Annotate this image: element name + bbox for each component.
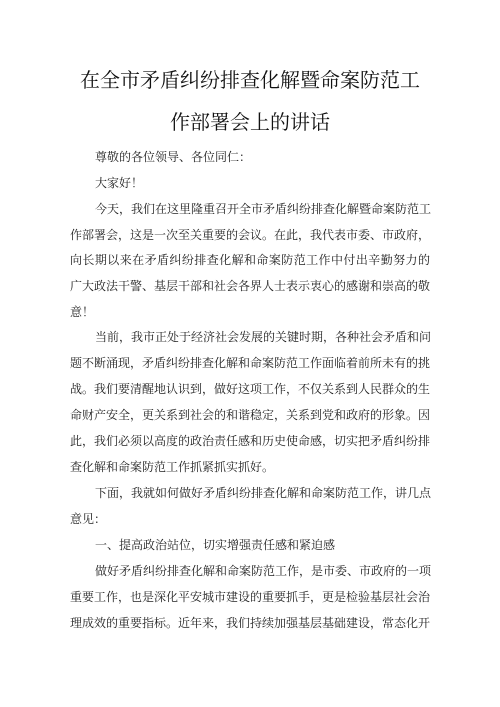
paragraph-2-line: 查化解和命案防范工作抓紧抓实抓好。 <box>70 460 275 474</box>
paragraph-4-line: 理成效的重要指标。近年来，我们持续加强基层基础建设，常态化开 <box>70 616 431 630</box>
paragraph-4-line: 重要工作，也是深化平安城市建设的重要抓手，更是检验基层社会治 <box>70 590 431 604</box>
paragraph-3-line: 意见： <box>70 512 107 526</box>
paragraph-1-line: 广大政法干警、基层干部和社会各界人士表示衷心的感谢和崇高的敬 <box>70 279 431 293</box>
greeting: 大家好！ <box>95 176 144 190</box>
paragraph-1-line: 作部署会，这是一次至关重要的会议。在此，我代表市委、市政府， <box>70 228 431 242</box>
paragraph-2-line: 此，我们必须以高度的政治责任感和历史使命感，切实把矛盾纠纷排 <box>70 434 431 448</box>
paragraph-1-line: 意！ <box>70 305 95 319</box>
salutation: 尊敬的各位领导、各位同仁： <box>95 150 252 164</box>
paragraph-2-line: 题不断涌现，矛盾纠纷排查化解和命案防范工作面临着前所未有的挑 <box>70 356 431 370</box>
paragraph-4-line: 做好矛盾纠纷排查化解和命案防范工作，是市委、市政府的一项 <box>95 564 432 578</box>
document-title-line-2: 作部署会上的讲话 <box>170 110 330 134</box>
paragraph-2-line: 命财产安全，更关系到社会的和谐稳定，关系到党和政府的形象。因 <box>70 408 431 422</box>
paragraph-2-line: 当前，我市正处于经济社会发展的关键时期，各种社会矛盾和问 <box>95 330 432 344</box>
paragraph-3-line: 下面，我就如何做好矛盾纠纷排查化解和命案防范工作，讲几点 <box>95 486 432 500</box>
document-title-line-1: 在全市矛盾纠纷排查化解暨命案防范工 <box>80 68 420 92</box>
paragraph-2-line: 战。我们要清醒地认识到，做好这项工作，不仅关系到人民群众的生 <box>70 382 431 396</box>
paragraph-1-line: 向长期以来在矛盾纠纷排查化解和命案防范工作中付出辛勤努力的 <box>70 253 430 267</box>
paragraph-1-line: 今天，我们在这里隆重召开全市矛盾纠纷排查化解暨命案防范工 <box>95 202 432 216</box>
section-heading-1: 一、提高政治站位，切实增强责任感和紧迫感 <box>95 538 336 552</box>
